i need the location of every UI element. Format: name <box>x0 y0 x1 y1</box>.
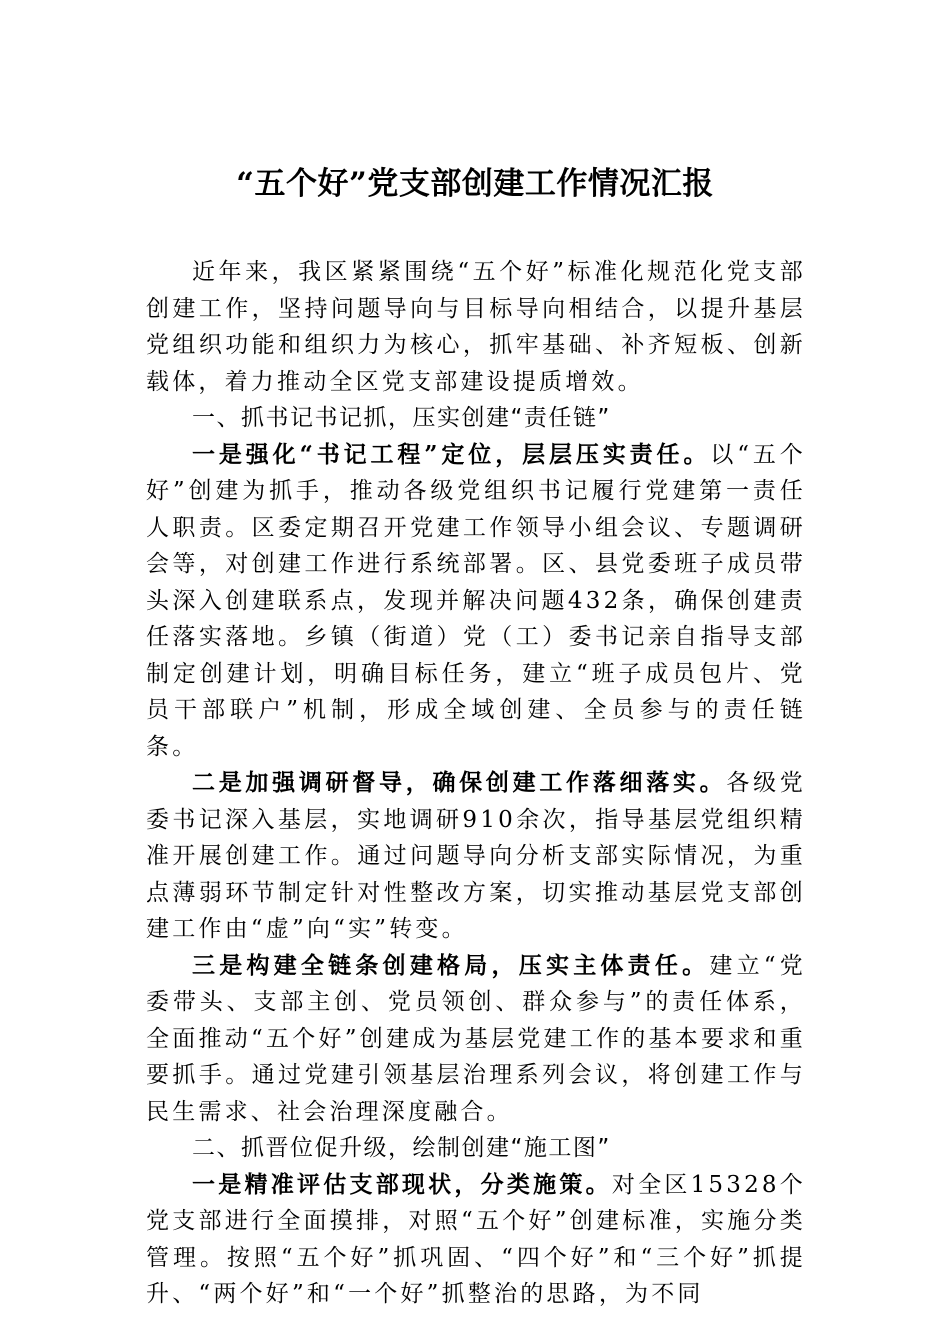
section-heading-1: 一、抓书记书记抓，压实创建“责任链” <box>192 405 611 431</box>
paragraph-2-1 <box>146 1167 806 1313</box>
intro-paragraph: 近年来，我区紧紧围绕“五个好”标准化规范化党支部创建工作，坚持问题导向与目标导向相结合，以提升基层党组织功能和组织力为核心，抓牢基础、补齐短板、创新载体，着力推动全区党支部建设提质增效。 <box>146 259 806 395</box>
document-title: “五个好”党支部创建工作情况汇报 <box>236 166 714 202</box>
paragraph-lead: 一是强化“书记工程”定位，层层压实责任。 <box>192 440 711 468</box>
paragraph-body: 建立“党委带头、支部主创、党员领创、群众参与”的责任体系，全面推动“五个好”创建成为基层党建工作的基本要求和重要抓手。通过党建引领基层治理系列会议，将创建工作与民生需求、社会治理深度融合。 <box>146 952 806 1125</box>
paragraph-1-2 <box>146 765 806 948</box>
paragraph-lead: 二是加强调研督导，确保创建工作落细落实。 <box>192 769 727 796</box>
paragraph-body: 对全区15328个党支部进行全面摸排，对照“五个好”创建标准，实施分类管理。按照“五个好”抓巩固、“四个好”和“三个好”抓提升、“两个好”和“一个好”抓整治的思路，为不同 <box>146 1171 807 1307</box>
paragraph-lead: 一是精准评估支部现状，分类施策。 <box>192 1170 612 1198</box>
document-body <box>146 254 806 1313</box>
paragraph-1-1 <box>146 437 806 766</box>
section-heading-2: 二、抓晋位促升级，绘制创建“施工图” <box>192 1135 611 1161</box>
paragraph-1-3 <box>146 948 806 1131</box>
paragraph-body: 各级党委书记深入基层，实地调研910余次，指导基层党组织精准开展创建工作。通过问题导向分析支部实际情况，为重点薄弱环节制定针对性整改方案，切实推动基层党支部创建工作由“虚”向“实”转变。 <box>146 770 806 942</box>
paragraph-lead: 三是构建全链条创建格局，压实主体责任。 <box>192 951 710 979</box>
paragraph-body: 以“五个好”创建为抓手，推动各级党组织书记履行党建第一责任人职责。区委定期召开党建工作领导小组会议、专题调研会等，对创建工作进行系统部署。区、县党委班子成员带头深入创建联系点，发现并解决问题432条，确保创建责任落实落地。乡镇（街道）党（工）委书记亲自指导支部制定创建计划，明确目标任务，建立“班子成员包片、党员干部联户”机制，形成全域创建、全员参与的责任链条。 <box>146 441 807 760</box>
